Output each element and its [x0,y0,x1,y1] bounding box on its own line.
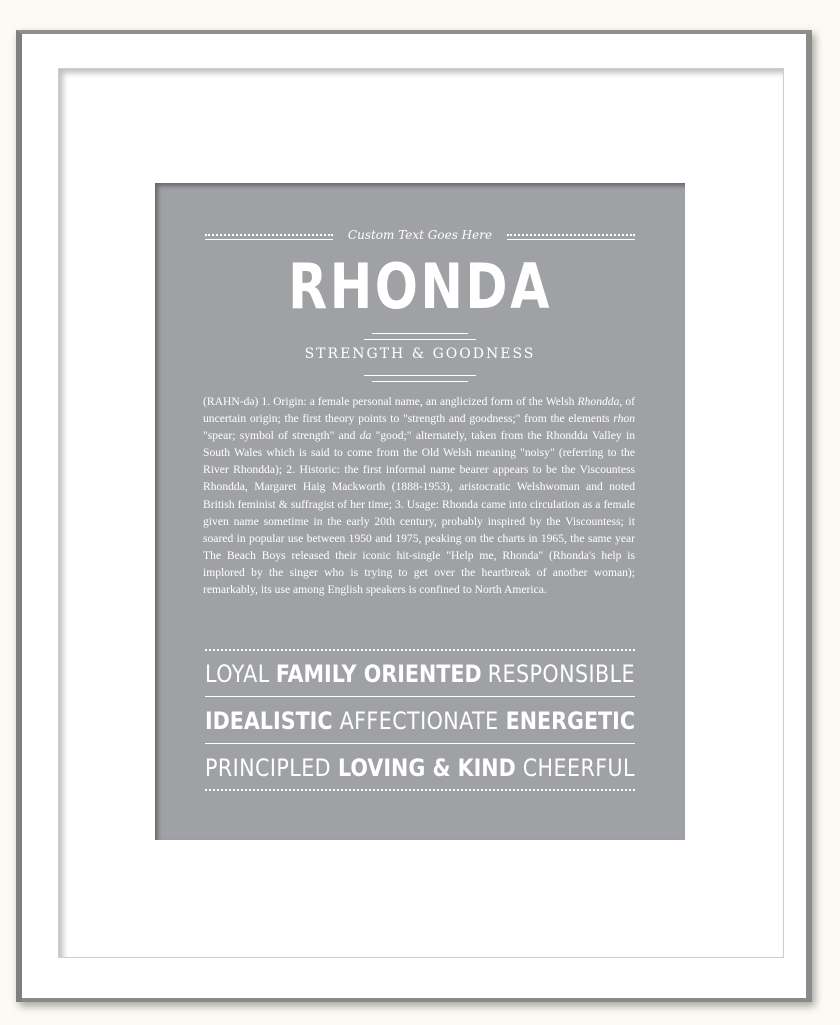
custom-text: Custom Text Goes Here [347,228,493,242]
right-dotted-rule [507,234,635,236]
definition-text: "spear; symbol of strength" and [203,429,360,443]
trait: LOYAL [205,660,270,688]
definition-text: (RAHN-də) 1. Origin: a female personal name, an anglicized form of the Welsh [203,395,578,408]
traits-row-2 [205,702,635,740]
definition-text: , of uncertain origin; the first theory points to "strength and goodness;" from the elements [203,395,635,426]
divider-line [364,339,476,340]
custom-text-row [205,223,635,247]
definition-text: "good;" alternately, taken from the Rhondda Valley in South Wales which is said to come from the Old Welsh meaning "noisy" (referring to the River Rhondda); 2. Historic: the first informal name bearer appears to be the Viscountess Rhondda, Margaret Haig Mackworth (1888-1953), aristocratic Welshwoman and noted British feminist & suffragist of her time; 3. Usage: Rhonda came into circulation as a female given name sometime in the early 20th century, probably inspired by the Viscountess; it soared in popular use between 1950 and 1975, peaking on the charts in 1965, the same year The Beach Boys released their iconic hit-single "Help me, Rhonda" (Rhonda's help is implored by the singer who is trying to get over the heartbreak of another woman); remarkably, its use among English speakers is confined to North America. [203,429,635,597]
trait: FAMILY ORIENTED [275,660,482,688]
name-meaning: STRENGTH & GOODNESS [304,346,536,362]
definition-italic: Rhondda [577,395,620,408]
trait: PRINCIPLED [205,754,332,782]
trait: IDEALISTIC [205,707,333,735]
trait-separator [205,696,635,697]
divider-line [364,375,476,376]
trait: AFFECTIONATE [339,707,499,735]
trait: ENERGETIC [505,707,635,735]
left-dotted-rule [205,234,333,236]
definition-italic: da [359,429,372,443]
traits-row-3 [205,749,635,787]
dotted-separator [205,649,635,651]
trait: LOVING & KIND [337,754,516,782]
trait: CHEERFUL [522,754,635,782]
name-meaning-print [155,183,685,840]
trait-separator [205,743,635,744]
definition-italic: rhon [613,412,635,426]
trait: RESPONSIBLE [487,660,635,688]
dotted-separator [205,789,635,791]
name-title: RHONDA [288,250,552,323]
divider-line [372,333,468,334]
name-definition [203,393,635,598]
traits-row-1 [205,655,635,693]
divider-line [372,381,468,382]
